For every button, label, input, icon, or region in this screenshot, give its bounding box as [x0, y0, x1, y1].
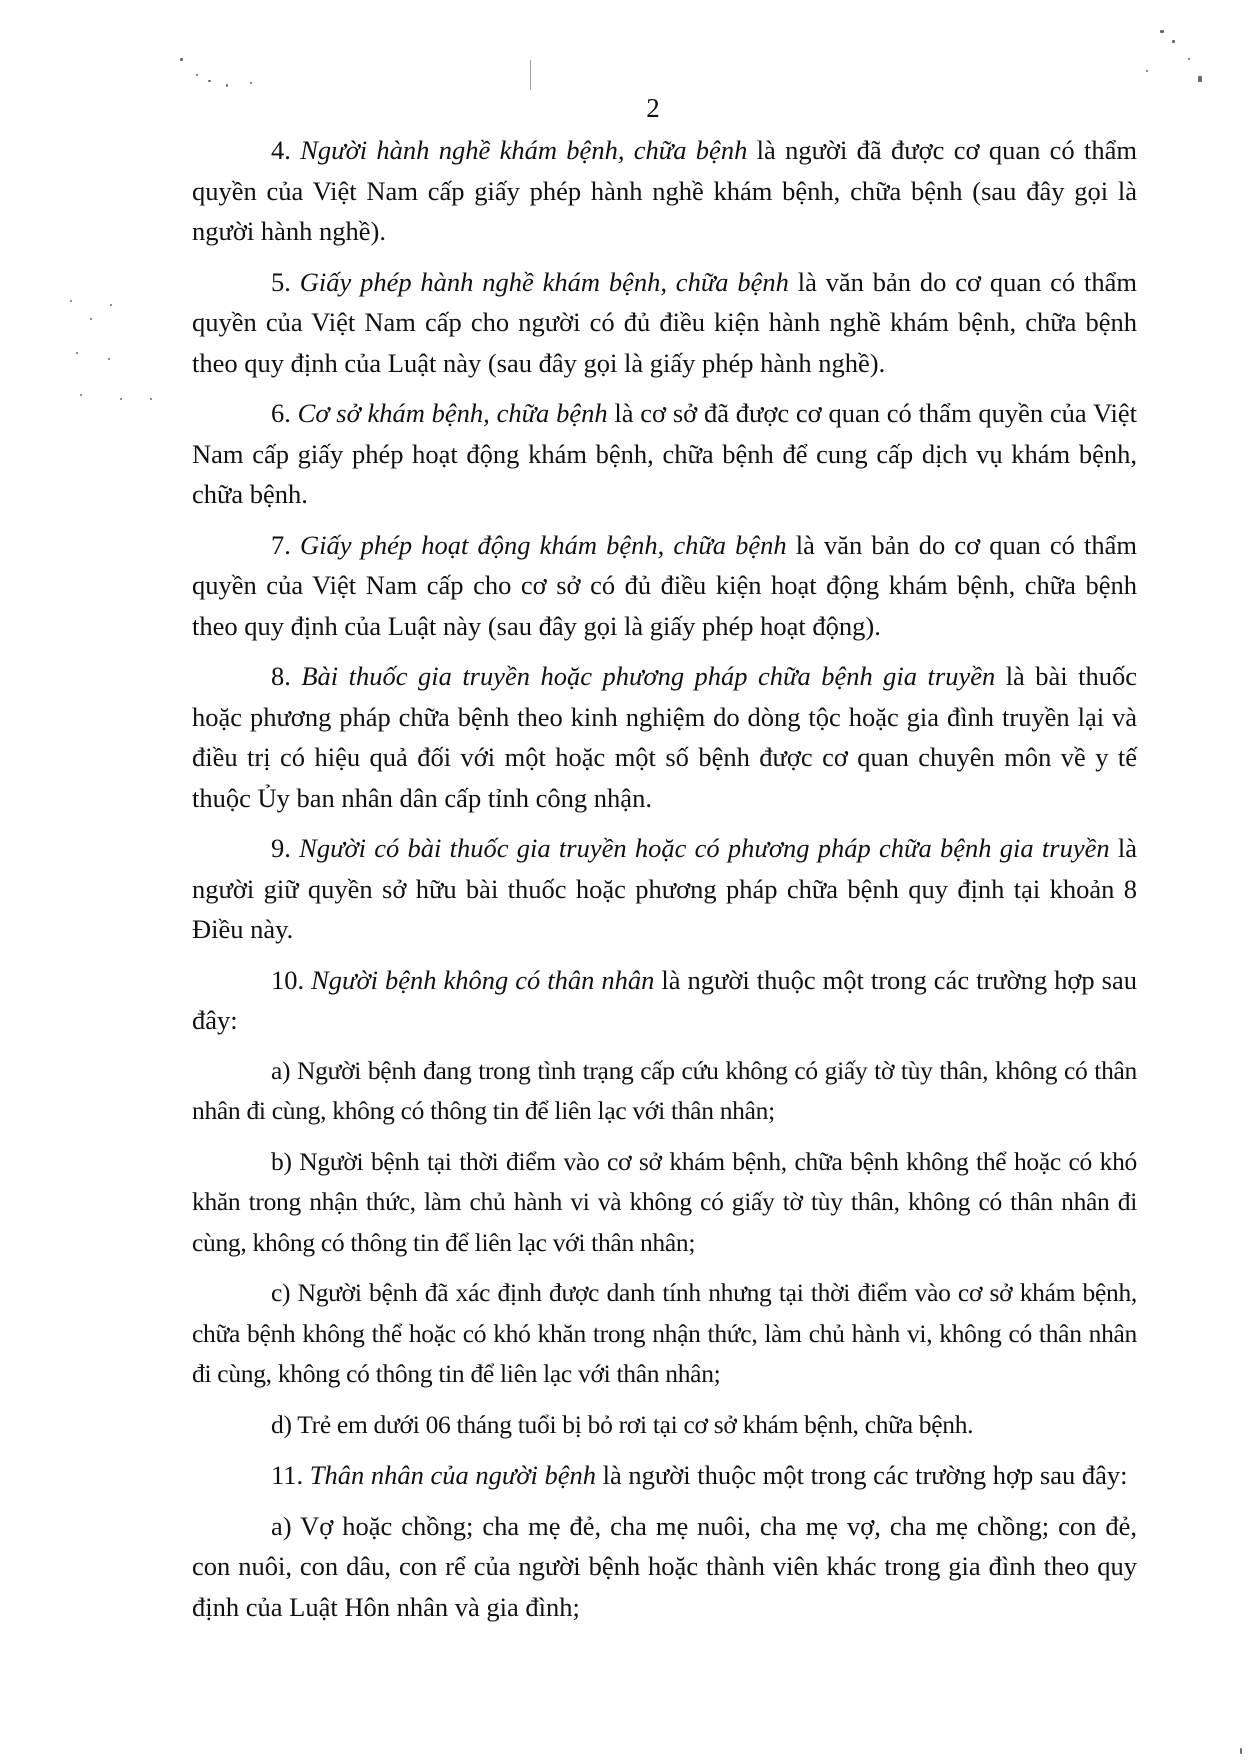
scan-speck: [110, 304, 112, 306]
defined-term: Cơ sở khám bệnh, chữa bệnh: [297, 398, 608, 428]
scan-speck: [196, 74, 198, 76]
page-number: 2: [646, 93, 660, 123]
scan-speck: [108, 358, 110, 360]
definition-paragraph: [192, 130, 1137, 252]
definition-paragraph: [192, 525, 1137, 647]
sub-item: a) Vợ hoặc chồng; cha mẹ đẻ, cha mẹ nuôi, cha mẹ vợ, cha mẹ chồng; con đẻ, con nuôi, con dâu, con rể của người bệnh hoặc thành viên khác trong gia đình theo quy định của Luật Hôn nhân và gia đình;: [192, 1510, 1137, 1622]
definition-text: là văn bản do cơ quan có thẩm quyền của Việt Nam cấp cho người có đủ điều kiện hành nghề khám bệnh, chữa bệnh theo quy định của Luật này (sau đây gọi là giấy phép hành nghề).: [192, 266, 1137, 378]
clause-number: 6.: [271, 398, 298, 428]
scan-speck: [208, 80, 211, 82]
scan-speck: [226, 84, 228, 87]
scan-speck: [1240, 1748, 1242, 1754]
defined-term: Giấy phép hành nghề khám bệnh, chữa bệnh: [299, 266, 789, 297]
scan-speck: [250, 82, 252, 84]
clause-number: 9.: [271, 833, 300, 863]
clause-number: 8.: [271, 661, 302, 691]
scan-speck: [150, 398, 152, 400]
definition-text: là cơ sở đã được cơ quan có thẩm quyền của Việt Nam cấp giấy phép hoạt động khám bệnh, chữa bệnh để cung cấp dịch vụ khám bệnh, chữa bệnh.: [192, 398, 1137, 509]
clause-number: 7.: [271, 529, 300, 560]
scan-speck: [70, 300, 72, 302]
sub-item: c) Người bệnh đã xác định được danh tính nhưng tại thời điểm vào cơ sở khám bệnh, chữa bệnh không thể hoặc có khó khăn trong nhận thức, làm chủ hành vi, không có thân nhân đi cùng, không có thông tin để liên lạc với thân nhân;: [192, 1278, 1137, 1388]
defined-term: Người bệnh không có thân nhân: [311, 964, 655, 995]
definition-paragraph: [192, 656, 1137, 818]
defined-term: Người hành nghề khám bệnh, chữa bệnh: [300, 135, 748, 165]
scan-speck: [1172, 40, 1175, 43]
definition-paragraph: [192, 262, 1137, 384]
document-body: [192, 130, 1137, 1637]
defined-term: Bài thuốc gia truyền hoặc phương pháp chữa bệnh gia truyền: [301, 661, 996, 691]
definition-paragraph: [192, 1455, 1137, 1496]
scan-speck: [1146, 70, 1148, 72]
defined-term: Giấy phép hoạt động khám bệnh, chữa bệnh: [300, 529, 787, 560]
scan-speck: [180, 58, 183, 61]
defined-term: Người có bài thuốc gia truyền hoặc có phương pháp chữa bệnh gia truyền: [299, 833, 1110, 863]
clause-number: 4.: [271, 135, 301, 165]
sub-item: d) Trẻ em dưới 06 tháng tuổi bị bỏ rơi tại cơ sở khám bệnh, chữa bệnh.: [271, 1409, 974, 1439]
definition-text: là người giữ quyền sở hữu bài thuốc hoặc phương pháp chữa bệnh quy định tại khoản 8 Điều này.: [192, 833, 1138, 944]
definition-text: là bài thuốc hoặc phương pháp chữa bệnh theo kinh nghiệm do dòng tộc hoặc gia đình truyền lại và điều trị có hiệu quả đối với một hoặc một số bệnh được cơ quan chuyên môn về y tế thuộc Ủy ban nhân dân cấp tỉnh công nhận.: [192, 661, 1138, 813]
sub-item: b) Người bệnh tại thời điểm vào cơ sở khám bệnh, chữa bệnh không thể hoặc có khó khăn trong nhận thức, làm chủ hành vi và không có giấy tờ tùy thân, không có thân nhân đi cùng, không có thông tin để liên lạc với thân nhân;: [192, 1146, 1137, 1257]
definition-text: là người đã được cơ quan có thẩm quyền của Việt Nam cấp giấy phép hành nghề khám bệnh, chữa bệnh (sau đây gọi là người hành nghề).: [192, 135, 1137, 246]
clause-number: 5.: [271, 266, 300, 297]
scan-speck: [90, 318, 92, 320]
scan-speck: [120, 398, 122, 400]
definition-text: là văn bản do cơ quan có thẩm quyền của Việt Nam cấp cho cơ sở có đủ điều kiện hoạt động khám bệnh, chữa bệnh theo quy định của Luật này (sau đây gọi là giấy phép hoạt động).: [192, 529, 1138, 641]
definition-paragraph: [192, 828, 1137, 950]
clause-number: 10.: [271, 964, 312, 995]
scan-speck: [1160, 30, 1164, 33]
defined-term: Thân nhân của người bệnh: [309, 1460, 597, 1490]
scan-speck: [530, 60, 531, 90]
scan-speck: [1198, 76, 1202, 82]
definition-text: là người thuộc một trong các trường hợp sau đây:: [192, 964, 1137, 1035]
definition-paragraph: [192, 960, 1137, 1041]
definition-text: là người thuộc một trong các trường hợp sau đây:: [596, 1460, 1128, 1490]
scan-speck: [1188, 58, 1190, 60]
sub-item: a) Người bệnh đang trong tình trạng cấp cứu không có giấy tờ tùy thân, không có thân nhân đi cùng, không có thông tin để liên lạc với thân nhân;: [192, 1055, 1137, 1125]
clause-number: 11.: [271, 1460, 310, 1490]
scan-speck: [76, 352, 78, 354]
scan-speck: [80, 394, 82, 396]
definition-paragraph: [192, 393, 1137, 515]
